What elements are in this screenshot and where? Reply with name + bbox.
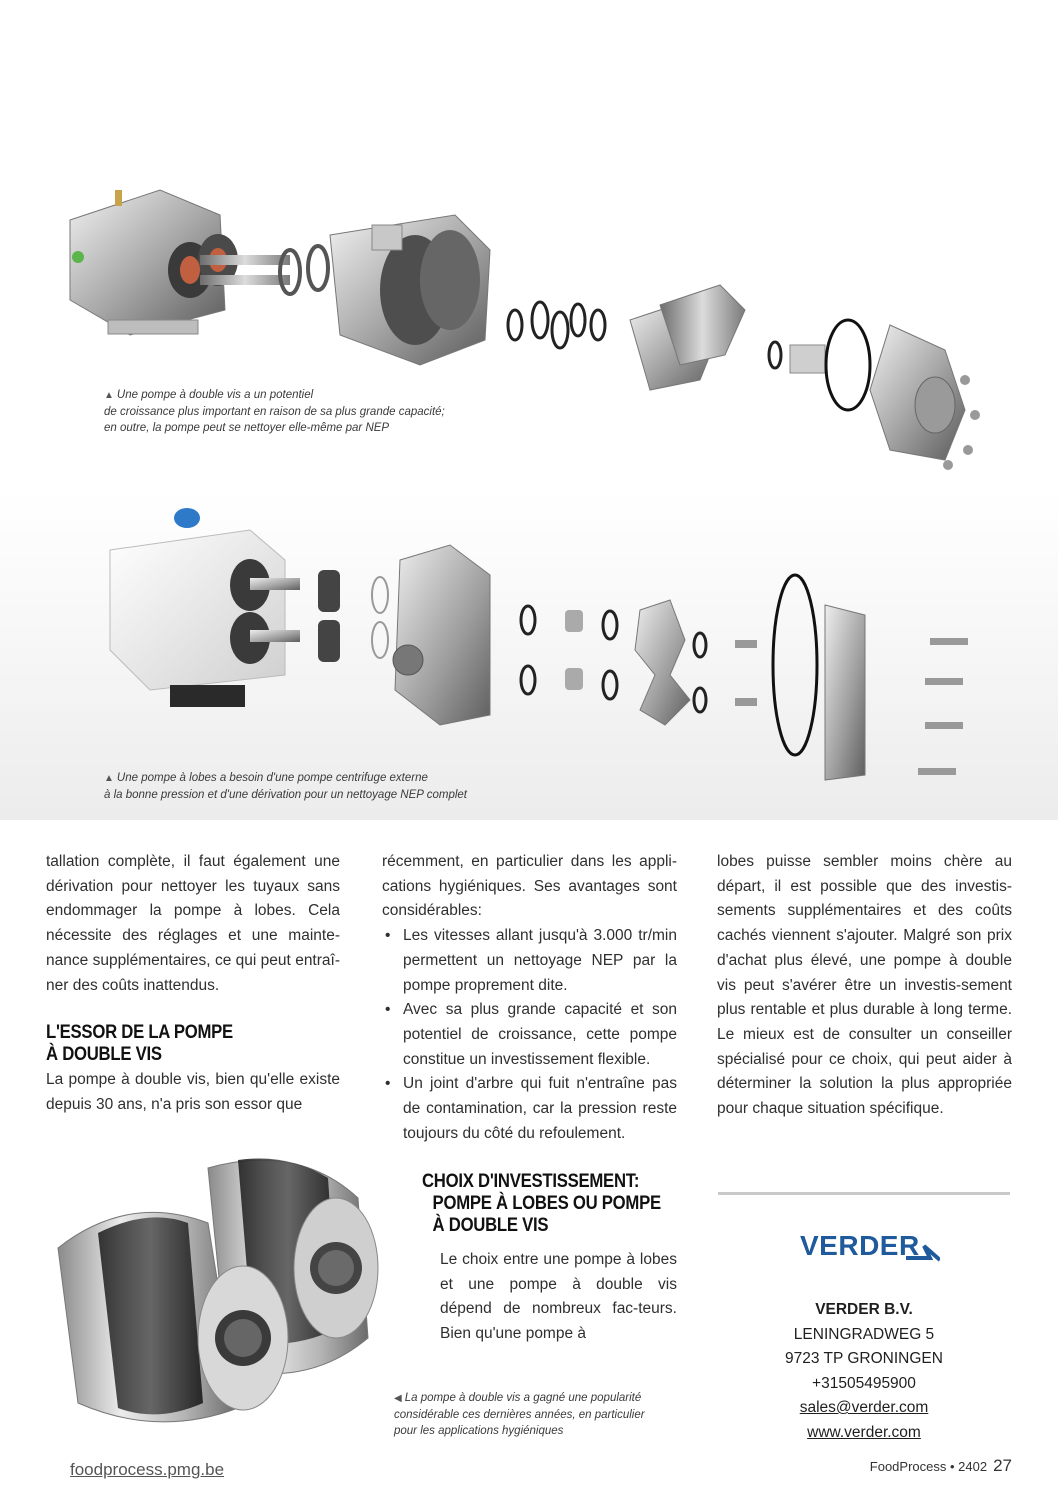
website-link[interactable]: www.verder.com bbox=[807, 1423, 921, 1441]
footer-issue: FoodProcess • 2402 27 bbox=[869, 1456, 1012, 1475]
contact-divider bbox=[718, 1192, 1010, 1195]
email-link[interactable]: sales@verder.com bbox=[799, 1399, 929, 1416]
page-number: 27 bbox=[993, 1456, 1012, 1475]
column-3 bbox=[717, 850, 1012, 1122]
column-2-body: Le choix entre une pompe à lobes et une pompe à double vis dépend de nombreux fac-teurs. Bien qu'une pompe à bbox=[440, 1251, 677, 1343]
city-address: 9723 TP GRONINGEN bbox=[785, 1350, 943, 1367]
column-2 bbox=[382, 850, 677, 1146]
company-name: VERDER B.V. bbox=[815, 1301, 913, 1318]
middle-image-caption: ▲ Une pompe à lobes a besoin d'une pompe centrifuge externe à la bonne pression et d'une dérivation pour un nettoyage NEP complet bbox=[104, 772, 467, 801]
column-2-intro: récemment, en particulier dans les appli-cations hygiéniques. Ses avantages sont considérables: bbox=[382, 853, 677, 920]
caption-up-arrow-icon: ▲ bbox=[104, 773, 114, 784]
footer-site-link[interactable]: foodprocess.pmg.be bbox=[70, 1460, 225, 1479]
caption-up-arrow-icon: ▲ bbox=[104, 390, 114, 401]
twin-screw-rotors-image bbox=[38, 1138, 408, 1438]
verder-logo: VERDER bbox=[800, 1230, 940, 1270]
contact-block bbox=[718, 1298, 1010, 1445]
section-heading-investment: CHOIX D'INVESTISSEMENT: POMPE À LOBES OU POMPE À DOUBLE VIS bbox=[422, 1171, 661, 1236]
column-1-intro: tallation complète, il faut également une dérivation pour nettoyer les tuyaux sans endommager la pompe à lobes. Cela nécessite des réglages et une mainte-nance supplémentaires, ce qui peut entraî-ner des coûts inattendus. bbox=[46, 853, 340, 994]
bottom-image-caption: ◀ La pompe à double vis a gagné une popularité considérable ces dernières années, en particulier pour les applications hygiéniques bbox=[394, 1392, 645, 1437]
street-address: LENINGRADWEG 5 bbox=[793, 1325, 935, 1343]
caption-left-arrow-icon: ◀ bbox=[394, 1393, 402, 1404]
top-image-caption: ▲ Une pompe à double vis a un potentiel de croissance plus important en raison de sa plus grande capacité; en outre, la pompe peut se nettoyer elle-même par NEP bbox=[104, 389, 445, 434]
phone-number: +31505495900 bbox=[812, 1374, 916, 1392]
list-item: • Les vitesses allant jusqu'à 3.000 tr/min permettent un nettoyage NEP par la pompe proprement dite. bbox=[382, 924, 677, 998]
section-heading-twin-screw: L'ESSOR DE LA POMPE À DOUBLE VIS bbox=[46, 1022, 233, 1066]
column-1 bbox=[46, 850, 340, 1118]
advantages-list bbox=[382, 924, 677, 1146]
column-3-body: lobes puisse sembler moins chère au départ, il est possible que des investis-sements supplémentaires et des coûts cachés viennent s'ajouter. Malgré son prix d'achat plus élevé, une pompe à double vis peut s'avérer être un investis-sement plus rentable et plus durable à long terme. Le mieux est de consulter un conseiller spécialisé pour ce choix, qui peut aider à déterminer la solution la plus appropriée pour chaque situation spécifique. bbox=[717, 853, 1012, 1118]
list-item: • Avec sa plus grande capacité et son potentiel de croissance, cette pompe constitue un investissement flexible. bbox=[382, 998, 677, 1072]
list-item: • Un joint d'arbre qui fuit n'entraîne pas de contamination, car la pression reste toujours du côté du refoulement. bbox=[382, 1072, 677, 1146]
column-1-body: La pompe à double vis, bien qu'elle existe depuis 30 ans, n'a pris son essor que bbox=[46, 1071, 340, 1113]
logo-swoosh-icon bbox=[906, 1240, 940, 1262]
